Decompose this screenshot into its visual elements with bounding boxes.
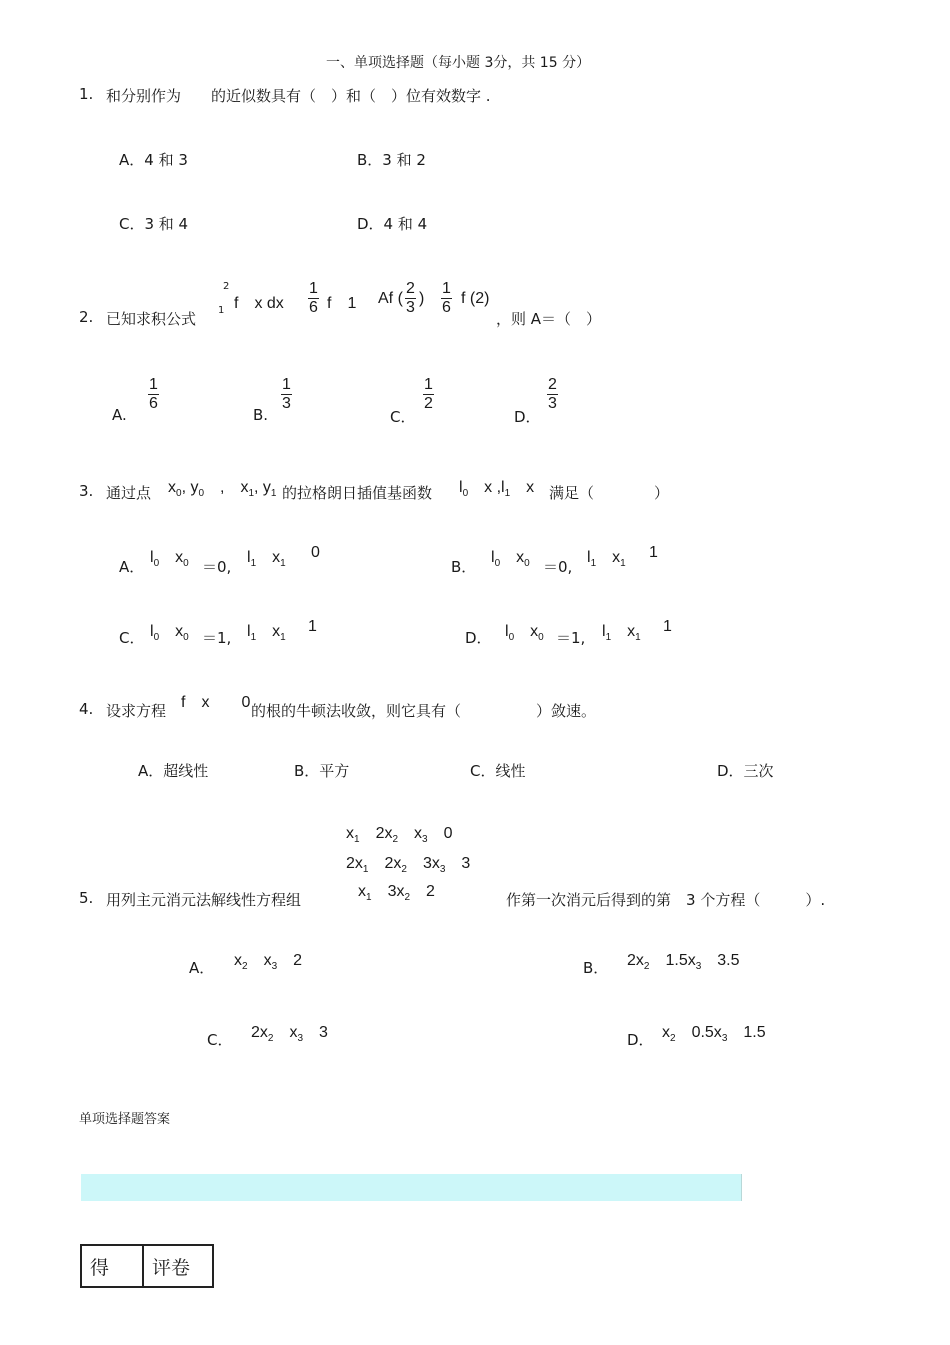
grader-cell: 评卷	[143, 1245, 213, 1287]
f-of-1: f 1	[327, 295, 357, 312]
q3-option-c-l1: $l_1$ $x_1$	[247, 623, 286, 643]
q2-option-b-value: $\frac{1}{3}$	[282, 376, 291, 412]
af-close-paren: )	[419, 290, 425, 307]
weight-1: $\frac{1}{6}$	[309, 280, 318, 316]
q4-text-b: 的根的牛顿法收敛，则它具有（ ）敛速。	[251, 702, 597, 720]
q3-option-c-rhs0: ＝1,	[202, 629, 232, 647]
q1-number: 1.	[79, 85, 94, 103]
q1-text-a: 和分别作为	[106, 87, 182, 105]
answer-section-title: 单项选择题答案	[79, 1112, 171, 1127]
q2-option-d-value: $\frac{2}{3}$	[548, 376, 557, 412]
q5-text-b: 作第一次消元后得到的第 3 个方程（ ）.	[506, 891, 826, 909]
q3-option-a-rhs1: 0	[311, 544, 320, 561]
q3-option-d-l0: $l_0$ $x_0$	[505, 623, 544, 643]
q5-option-b-expr: $2x_2$ $1.5x_3$ 3.5	[627, 952, 740, 972]
q3-points: $x_0$, $y_0$ , $x_1$, $y_1$	[168, 479, 277, 499]
af-argument: $\frac{2}{3}$	[406, 280, 415, 316]
q1-option-c: C．3 和 4	[119, 215, 189, 233]
q3-option-d-rhs1: 1	[663, 618, 672, 635]
q5-option-a-expr: $x_2$ $x_3$ 2	[234, 952, 303, 972]
q3-option-b-rhs0: ＝0,	[543, 558, 573, 576]
q3-option-b-label: B．	[451, 558, 477, 576]
q3-text-a: 通过点	[106, 484, 152, 502]
q3-option-b-l1: $l_1$ $x_1$	[587, 549, 626, 569]
q5-option-d-label: D．	[627, 1031, 654, 1049]
q2-text-b: ，则 A＝（ ）	[496, 310, 602, 328]
q1-option-d: D．4 和 4	[357, 215, 428, 233]
q2-text-a: 已知求积公式	[106, 310, 197, 328]
q5-option-b-label: B．	[583, 959, 609, 977]
q3-option-a-l0: $l_0$ $x_0$	[150, 549, 189, 569]
q5-number: 5.	[79, 889, 94, 907]
q3-option-b-rhs1: 1	[649, 544, 658, 561]
integral-lower-limit: 1	[218, 305, 225, 316]
system-equation-1: $x_1$ $2x_2$ $x_3$ 0	[346, 825, 453, 845]
q3-number: 3.	[79, 482, 94, 500]
score-cell: 得	[81, 1245, 143, 1287]
q3-basis-functions: $l_0$ x $,l_1$ x	[459, 479, 535, 499]
f-of-2: f (2)	[461, 290, 490, 307]
q3-option-a-l1: $l_1$ $x_1$	[247, 549, 286, 569]
q3-text-c: 满足（ ）	[549, 484, 670, 502]
q2-number: 2.	[79, 308, 94, 326]
score-table	[80, 1244, 214, 1288]
af-term: Af (	[378, 290, 403, 307]
q3-option-a-label: A．	[119, 558, 145, 576]
q2-option-c-label: C．	[390, 408, 416, 426]
q3-option-a-rhs0: ＝0,	[202, 558, 232, 576]
q4-option-b: B．平方	[294, 762, 350, 780]
q3-option-c-l0: $l_0$ $x_0$	[150, 623, 189, 643]
q5-text-a: 用列主元消元法解线性方程组	[106, 891, 302, 909]
q3-option-d-l1: $l_1$ $x_1$	[602, 623, 641, 643]
q5-option-c-label: C．	[207, 1031, 233, 1049]
q4-option-a: A．超线性	[138, 762, 209, 780]
system-equation-3: $x_1$ $3x_2$ 2	[358, 883, 435, 903]
q4-text-a: 设求方程	[106, 702, 167, 720]
q2-option-d-label: D．	[514, 408, 541, 426]
integral-upper-limit: 2	[223, 281, 230, 292]
q1-option-b: B．3 和 2	[357, 151, 426, 169]
q1-text-b: 的近似数具有（ ）和（ ）位有效数字 .	[211, 87, 491, 105]
q3-text-b: 的拉格朗日插值基函数	[282, 484, 433, 502]
q1-option-a: A．4 和 3	[119, 151, 188, 169]
q5-option-a-label: A．	[189, 959, 215, 977]
q3-option-d-rhs0: ＝1,	[556, 629, 586, 647]
q3-option-b-l0: $l_0$ $x_0$	[491, 549, 530, 569]
q2-option-a-label: A.	[112, 406, 127, 424]
weight-3: $\frac{1}{6}$	[442, 280, 451, 316]
q4-equation: f x 0	[181, 694, 251, 711]
q4-option-c: C．线性	[470, 762, 526, 780]
q2-option-b-label: B.	[253, 406, 269, 424]
answer-input-strip[interactable]	[81, 1174, 742, 1201]
q3-option-c-rhs1: 1	[308, 618, 317, 635]
system-equation-2: $2x_1$ $2x_2$ $3x_3$ 3	[346, 855, 471, 875]
section-title: 一、单项选择题（每小题 3分，共 15 分）	[326, 55, 591, 71]
integrand: f x dx	[234, 295, 284, 312]
q3-option-c-label: C．	[119, 629, 145, 647]
q2-option-c-value: $\frac{1}{2}$	[424, 376, 433, 412]
q5-option-d-expr: $x_2$ $0.5x_3$ 1.5	[662, 1024, 766, 1044]
q4-option-d: D．三次	[717, 762, 774, 780]
q4-number: 4.	[79, 700, 94, 718]
q2-option-a-value: $\frac{1}{6}$	[149, 376, 158, 412]
q5-option-c-expr: $2x_2$ $x_3$ 3	[251, 1024, 328, 1044]
q3-option-d-label: D．	[465, 629, 492, 647]
